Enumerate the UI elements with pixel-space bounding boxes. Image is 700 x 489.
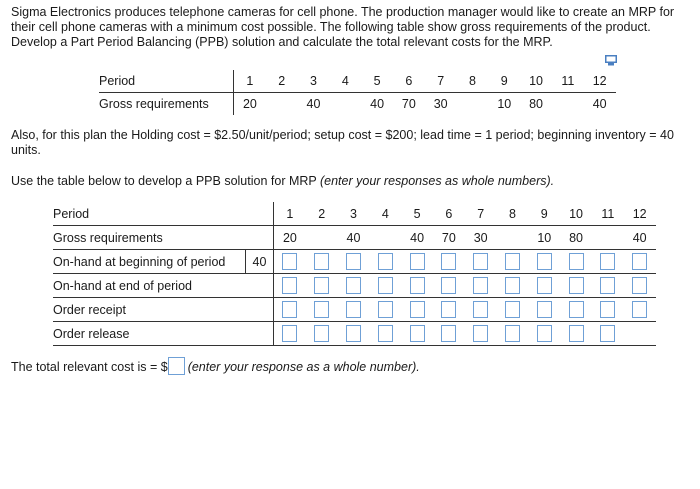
- period-1: 1: [234, 70, 266, 93]
- gross-requirements-row: [53, 226, 656, 250]
- release-cell-4: [369, 322, 401, 346]
- begin-input-period-5[interactable]: [410, 253, 425, 270]
- begin-input-period-2[interactable]: [314, 253, 329, 270]
- end-input-period-5[interactable]: [410, 277, 425, 294]
- gross-6: 70: [433, 226, 465, 250]
- release-input-period-10[interactable]: [569, 325, 584, 342]
- release-input-period-9[interactable]: [537, 325, 552, 342]
- release-cell-8: [497, 322, 529, 346]
- gross-6: 70: [401, 97, 416, 111]
- period-row: [53, 202, 656, 226]
- period-10: 10: [520, 70, 552, 93]
- release-input-period-11[interactable]: [600, 325, 615, 342]
- receipt-cell-5: [401, 298, 433, 322]
- end-input-period-4[interactable]: [378, 277, 393, 294]
- period-label: Period: [99, 70, 234, 93]
- receipt-input-period-7[interactable]: [473, 301, 488, 318]
- end-cell-4: [369, 274, 401, 298]
- period-12: 12: [632, 206, 647, 221]
- begin-cell-2: [306, 250, 338, 274]
- gross-4: [369, 226, 401, 250]
- gross-7: 30: [465, 226, 497, 250]
- end-input-period-6[interactable]: [441, 277, 456, 294]
- period-2: 2: [266, 70, 298, 93]
- instruction-hint: (enter your responses as whole numbers).: [319, 174, 555, 188]
- gross-5: 40: [401, 226, 433, 250]
- period-11: 11: [601, 206, 615, 221]
- begin-input-period-4[interactable]: [378, 253, 393, 270]
- end-cell-7: [465, 274, 497, 298]
- gross-requirements-label: Gross requirements: [53, 226, 246, 250]
- end-cell-8: [497, 274, 529, 298]
- end-input-period-7[interactable]: [473, 277, 488, 294]
- gross-7: 30: [433, 97, 448, 111]
- order-receipt-row: [53, 298, 656, 322]
- gross-12: 40: [592, 97, 607, 111]
- begin-cell-7: [465, 250, 497, 274]
- period-12: 12: [584, 70, 616, 93]
- begin-cell-6: [433, 250, 465, 274]
- release-input-period-4[interactable]: [378, 325, 393, 342]
- end-cell-1: [274, 274, 306, 298]
- release-input-period-6[interactable]: [441, 325, 456, 342]
- period-9: 9: [488, 70, 520, 93]
- receipt-input-period-10[interactable]: [569, 301, 584, 318]
- gross-11: [592, 226, 624, 250]
- release-input-period-7[interactable]: [473, 325, 488, 342]
- ppb-mrp-table: [53, 202, 656, 346]
- period-5: 5: [361, 70, 393, 93]
- period-11: 11: [552, 70, 584, 93]
- period-8: 8: [457, 70, 489, 93]
- release-input-period-1[interactable]: [282, 325, 297, 342]
- begin-cell-12: [624, 250, 656, 274]
- total-cost-hint: (enter your response as a whole number).: [187, 360, 420, 374]
- total-cost-input[interactable]: [168, 357, 185, 375]
- receipt-input-period-9[interactable]: [537, 301, 552, 318]
- end-cell-2: [306, 274, 338, 298]
- receipt-cell-11: [592, 298, 624, 322]
- begin-cell-1: [274, 250, 306, 274]
- period-7: 7: [477, 206, 485, 221]
- release-cell-12: [624, 322, 656, 346]
- begin-input-period-6[interactable]: [441, 253, 456, 270]
- gross-10: 80: [560, 226, 592, 250]
- gross-10: 80: [529, 97, 544, 111]
- onhand-end-row: [53, 274, 656, 298]
- expand-window-icon[interactable]: [605, 55, 617, 66]
- gross-requirements-label: Gross requirements: [99, 97, 209, 111]
- begin-cell-9: [528, 250, 560, 274]
- gross-11: [552, 93, 584, 116]
- release-input-period-2[interactable]: [314, 325, 329, 342]
- receipt-input-period-6[interactable]: [441, 301, 456, 318]
- receipt-cell-8: [497, 298, 529, 322]
- receipt-cell-1: [274, 298, 306, 322]
- begin-input-period-10[interactable]: [569, 253, 584, 270]
- release-input-period-3[interactable]: [346, 325, 361, 342]
- period-3: 3: [298, 70, 330, 93]
- begin-cell-4: [369, 250, 401, 274]
- gross-3: 40: [306, 97, 321, 111]
- period-10: 10: [569, 206, 584, 221]
- receipt-input-period-12[interactable]: [632, 301, 647, 318]
- gross-5: 40: [370, 97, 385, 111]
- end-input-period-12[interactable]: [632, 277, 647, 294]
- cost-parameters-paragraph: Also, for this plan the Holding cost = $2.50/unit/period; setup cost = $200; lead time = 1 period; beginning inventory = 40 units.: [11, 128, 674, 157]
- period-3: 3: [350, 206, 357, 221]
- onhand-end-label: On-hand at end of period: [53, 274, 246, 298]
- gross-requirements-row: [99, 93, 616, 116]
- begin-input-period-1[interactable]: [282, 253, 297, 270]
- gross-1: 20: [274, 226, 306, 250]
- period-7: 7: [425, 70, 457, 93]
- gross-12: 40: [624, 226, 656, 250]
- onhand-begin-label: On-hand at beginning of period: [53, 250, 246, 274]
- instruction-text: [11, 174, 554, 189]
- period-4: 4: [381, 206, 389, 221]
- end-input-period-11[interactable]: [600, 277, 615, 294]
- period-8: 8: [509, 206, 516, 221]
- release-cell-11: [592, 322, 624, 346]
- period-6: 6: [445, 206, 453, 221]
- end-cell-5: [401, 274, 433, 298]
- release-cell-2: [306, 322, 338, 346]
- begin-input-period-11[interactable]: [600, 253, 615, 270]
- end-cell-11: [592, 274, 624, 298]
- receipt-input-period-4[interactable]: [378, 301, 393, 318]
- begin-cell-10: [560, 250, 592, 274]
- begin-input-period-9[interactable]: [537, 253, 552, 270]
- receipt-cell-6: [433, 298, 465, 322]
- release-cell-7: [465, 322, 497, 346]
- end-cell-3: [338, 274, 370, 298]
- receipt-input-period-8[interactable]: [505, 301, 520, 318]
- period-2: 2: [318, 206, 326, 221]
- order-release-row: [53, 322, 656, 346]
- release-cell-6: [433, 322, 465, 346]
- begin-cell-11: [592, 250, 624, 274]
- gross-9: 10: [528, 226, 560, 250]
- gross-8: [457, 93, 489, 116]
- begin-input-period-3[interactable]: [346, 253, 361, 270]
- gross-4: [329, 93, 361, 116]
- receipt-cell-12: [624, 298, 656, 322]
- begin-cell-8: [497, 250, 529, 274]
- receipt-cell-2: [306, 298, 338, 322]
- order-release-label: Order release: [53, 322, 246, 346]
- receipt-cell-9: [528, 298, 560, 322]
- receipt-input-period-11[interactable]: [600, 301, 615, 318]
- total-cost-line: [11, 357, 420, 375]
- period-5: 5: [413, 206, 421, 221]
- receipt-cell-3: [338, 298, 370, 322]
- instruction-main: Use the table below to develop a PPB solution for MRP: [11, 174, 320, 188]
- end-cell-12: [624, 274, 656, 298]
- total-cost-label: The total relevant cost is = $: [11, 360, 168, 374]
- end-input-period-10[interactable]: [569, 277, 584, 294]
- period-6: 6: [393, 70, 425, 93]
- gross-9: 10: [497, 97, 512, 111]
- receipt-input-period-2[interactable]: [314, 301, 329, 318]
- receipt-input-period-1[interactable]: [282, 301, 297, 318]
- end-input-period-3[interactable]: [346, 277, 361, 294]
- gross-8: [497, 226, 529, 250]
- begin-input-period-8[interactable]: [505, 253, 520, 270]
- release-input-period-8[interactable]: [505, 325, 520, 342]
- gross-requirements-table: [99, 70, 616, 115]
- begin-input-period-7[interactable]: [473, 253, 488, 270]
- release-input-period-5[interactable]: [410, 325, 425, 342]
- begin-cell-5: [401, 250, 433, 274]
- end-cell-9: [528, 274, 560, 298]
- release-cell-9: [528, 322, 560, 346]
- gross-3: 40: [338, 226, 370, 250]
- end-cell-6: [433, 274, 465, 298]
- end-input-period-1[interactable]: [282, 277, 297, 294]
- period-row: [99, 70, 616, 93]
- gross-1: 20: [234, 93, 266, 116]
- receipt-cell-4: [369, 298, 401, 322]
- receipt-input-period-5[interactable]: [410, 301, 425, 318]
- order-receipt-label: Order receipt: [53, 298, 246, 322]
- intro-paragraph: Sigma Electronics produces telephone cameras for cell phone. The production manager would like to create an MRP for their cell phone cameras with a minimum cost possible. The following table show gross requirements of the product. Develop a Part Period Balancing (PPB) solution and calculate the total relevant costs for the MRP.: [11, 5, 675, 49]
- release-cell-10: [560, 322, 592, 346]
- end-input-period-8[interactable]: [505, 277, 520, 294]
- release-cell-5: [401, 322, 433, 346]
- period-4: 4: [329, 70, 361, 93]
- release-cell-3: [338, 322, 370, 346]
- period-9: 9: [540, 206, 548, 221]
- release-cell-1: [274, 322, 306, 346]
- receipt-cell-7: [465, 298, 497, 322]
- begin-cell-3: [338, 250, 370, 274]
- onhand-begin-row: [53, 250, 656, 274]
- period-label: Period: [53, 206, 90, 221]
- begin-input-period-12[interactable]: [632, 253, 647, 270]
- onhand-begin-initial: 40: [246, 250, 274, 274]
- receipt-cell-10: [560, 298, 592, 322]
- period-1: 1: [274, 202, 306, 226]
- end-input-period-2[interactable]: [314, 277, 329, 294]
- end-cell-10: [560, 274, 592, 298]
- gross-2: [266, 93, 298, 116]
- end-input-period-9[interactable]: [537, 277, 552, 294]
- gross-2: [306, 226, 338, 250]
- receipt-input-period-3[interactable]: [346, 301, 361, 318]
